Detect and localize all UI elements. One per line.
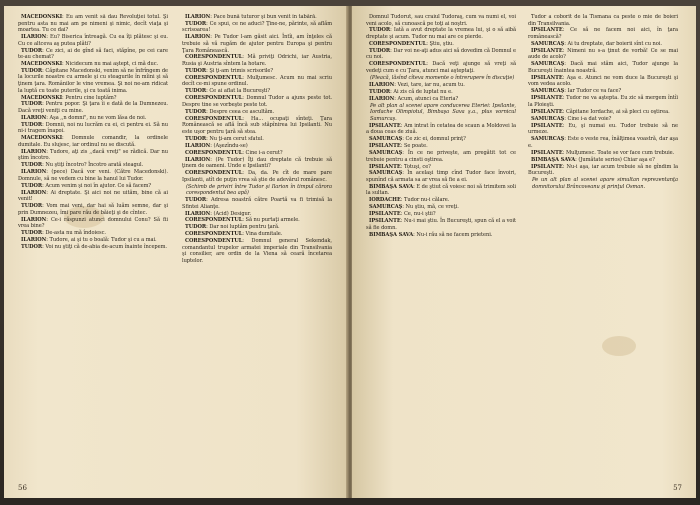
dialogue-text: Nu ţi-am cerut sfatul.: [209, 135, 264, 142]
speaker-name: ILARION: [185, 142, 211, 149]
dialogue-text: Adresa noastră către Poartă va fi trimisă la Sfintei Alianţe.: [182, 197, 332, 210]
dialogue-line: BIMBAŞA SAVA: Nu-i rău să ne facem prieteni.: [369, 231, 493, 238]
dialogue-text: Tudore, ai şi tu o boală: Tudor şi cu a mai.: [49, 237, 157, 244]
dialogue-line: TUDOR: Nu ţi-am cerut sfatul.: [185, 135, 264, 142]
speaker-name: TUDOR: [185, 224, 207, 231]
dialogue-text: Ai zis că de luptat nu e.: [393, 88, 453, 95]
speaker-name: IPSILANTE: [369, 143, 401, 150]
dialogue-line: TUDOR: Nu ştiţi încotro? Încotro arată steagul.: [21, 162, 144, 169]
dialogue-text: Mulţumesc. Acum nu mai scriu decît ce-mi spune ordinul.: [182, 74, 332, 88]
dialogue-line: TUDOR: Dar noi luptăm pentru ţară.: [185, 224, 280, 231]
dialogue-line: ILARION: Acum, atunci ca Eteria?: [369, 95, 459, 102]
dialogue-text: Eu? Biserica întreagă. Cu ea îţi plătesc şi eu. Cu ce altceva aş putea plăti?: [18, 34, 168, 47]
left-page: [4, 6, 348, 498]
dialogue-line: IPSILANTE: Căpitane Iordache, ai să pleci cu oştirea.: [531, 108, 670, 115]
dialogue-text: (Aşezîndu-se): [213, 142, 248, 149]
speaker-name: IPSILANTE: [369, 218, 401, 225]
page-number-left: 56: [18, 484, 27, 492]
speaker-name: CORESPONDENTUL: [185, 170, 243, 177]
dialogue-text: Nimeni nu s-a ţinut de vorbă! Ce se mai aude de acolo?: [528, 47, 678, 61]
dialogue-line: TUDOR: Iată a avut dreptate la vremea lui, şi o să aibă dreptate şi acum. Tudor nu mai are ce pierde.: [366, 27, 516, 41]
speaker-name: CORESPONDENTUL: [185, 149, 243, 156]
dialogue-text: Domnule comandir, la ordinele dumitale. Eu slujesc, iar ordinul nu se discută.: [18, 135, 168, 148]
dialogue-text: Voi nu ştiţi că de-abia de-acum înainte începem.: [45, 244, 167, 251]
dialogue-line: SAMURCAŞ: În ce ne priveşte, am pregătit tot ce trebuie pentru a cinsti oştirea.: [366, 150, 516, 163]
dialogue-text: Şi ţi-am trimis scrisorile?: [209, 67, 274, 74]
dialogue-text: Ai dreptate. Şi aici noi ne uităm, bine că ai venit!: [18, 189, 168, 203]
dialogue-line: ILARION: Tudore, aţi zis ,,dacă vreţi" se rădică. Dar nu ştim încotro.: [18, 148, 168, 162]
speaker-name: ILARION: [185, 156, 211, 163]
speaker-name: IPSILANTE: [531, 108, 563, 115]
dialogue-text: Mă priviţi Odrichi, iar Austria, Rusia şi Austria sîntem la hotare.: [182, 54, 332, 67]
speaker-name: TUDOR: [185, 20, 207, 27]
dialogue-text: De-asta nu mă îndoiesc.: [45, 230, 106, 237]
dialogue-line: IPSILANTE: Nimeni nu s-a ţinut de vorbă! Ce se mai aude de acolo?: [528, 47, 678, 61]
dialogue-line: SAMURCAŞ: Dacă mai stăm aici, Tudor ajunge la Bucureşti înaintea noastră.: [528, 61, 678, 74]
dialogue-line: SAMURCAŞ: Nu ştiu, mă, ce vreţi.: [369, 204, 459, 211]
dialogue-line: CORESPONDENTUL: Cine i-a cerut?: [185, 149, 283, 156]
dialogue-line: TUDOR: De-asta nu mă îndoiesc.: [21, 230, 106, 237]
dialogue-line: CORESPONDENTUL: Vina dumitale.: [185, 231, 283, 238]
speaker-name: BIMBAŞA SAVA: [369, 183, 414, 190]
dialogue-text: Eu am venit să dau Revoluţiei totul. Şi pentru asta nu mai am pe nimeni şi nimic, decît viaţa şi moartea. Tu ce dai?: [18, 14, 168, 34]
dialogue-line: SAMURCAŞ: În acelaşi timp cînd Tudor face învoiri, spunînd că armata sa ar vrea să fie a ei.: [366, 170, 516, 183]
dialogue-text: Aşa e. Atunci ne vom duce la Bucureşti şi vom vedea acolo.: [528, 74, 678, 88]
dialogue-text: Acum venim şi noi în ajutor. Ce să facem?: [45, 182, 152, 189]
dialogue-line: IPSILANTE: Mulţumesc. Toate se vor face cum trebuie.: [531, 149, 675, 156]
dialogue-line: ILARION: Pace bună tuturor şi bun venit în tabără.: [185, 14, 317, 20]
dialogue-text: Pe Tudor l-am găsit aici. Întîi, am înţeles că trebuie să vă rugăm de ajutor pentru Europa şi pentru Ţara Românească.: [182, 34, 332, 54]
dialogue-line: IPSILANTE: Nu-i aşa, iar acum trebuie să ne gîndim la Bucureşti.: [528, 163, 678, 177]
page-number-right: 57: [673, 484, 682, 492]
dialogue-line: TUDOR: Domnii, noi nu lucrăm cu ei, ci pentru ei. Să nu ni-i tragem înapoi.: [18, 121, 168, 135]
dialogue-line: IPSILANTE: Aşa e. Atunci ne vom duce la Bucureşti şi vom vedea acolo.: [528, 74, 678, 88]
dialogue-text: În acelaşi timp cînd Tudor face învoiri, spunînd că armata sa ar vrea să fie a ei.: [366, 170, 516, 183]
dialogue-line: [366, 14, 516, 27]
speaker-name: IPSILANTE: [531, 27, 563, 34]
dialogue-text: Dar noi luptăm pentru ţară.: [209, 224, 280, 231]
speaker-name: TUDOR: [185, 88, 207, 95]
dialogue-text: E de ştiut că voiesc noi să trimitem soli la sultan.: [366, 183, 516, 197]
dialogue-line: CORESPONDENTUL: Mă priviţi Odrichi, iar Austria, Rusia şi Austria sîntem la hotare.: [182, 54, 332, 67]
dialogue-text: Acum, atunci ca Eteria?: [397, 95, 459, 102]
dialogue-line: CORESPONDENTUL: Domnul Tudor a ajuns peste tot. Despre tine se vorbeşte peste tot.: [182, 95, 332, 108]
dialogue-text: În ce ne priveşte, am pregătit tot ce trebuie pentru a cinsti oştirea.: [366, 150, 516, 163]
dialogue-text: Nu ştiu, mă, ce vreţi.: [405, 204, 459, 211]
dialogue-line: [528, 14, 678, 27]
dialogue-line: TUDOR: Ce ai aflat la Bucureşti?: [185, 88, 271, 95]
speaker-name: ILARION: [21, 237, 47, 244]
dialogue-text: Domnul general Sekendak, comandantul trupelor armatei imperiale din Transilvania şi consilier, are ordin de la Viena să ceară încetarea luptelor.: [182, 238, 332, 264]
dialogue-line: SAMURCAŞ: Ai tu dreptate, dar boierii sînt cu noi.: [531, 40, 662, 47]
dialogue-line: CORESPONDENTUL: Da, da. Pe cît de mare pare Ipsilanti, atît de puţin vrea să ştie de adevărul românesc.: [182, 170, 332, 183]
speaker-name: TUDOR: [21, 230, 43, 237]
dialogue-text: Pentru popor. Şi ţara îi e dată de la Dumnezeu. Dacă vreţi veniţi cu mine.: [18, 101, 168, 114]
dialogue-text: Tudor a coborît de la Tismana ca peste o mie de boieri din Transilvania.: [528, 14, 678, 27]
dialogue-line: ILARION: Pe Tudor l-am găsit aici. Întîi, am înţeles că trebuie să vă rugăm de ajutor pentru Europa şi pentru Ţara Românească.: [182, 34, 332, 54]
dialogue-text: (Acid) Desigur.: [213, 210, 252, 217]
dialogue-text: Tudor ne va aştepta. Eu zic să mergem întîi la Ploieşti.: [528, 95, 678, 108]
dialogue-line: TUDOR: Vom mai veni, dar hai să luăm semne, dar şi prin Dumnezeu, îmi pare rău de băieţi şi de cîntec.: [18, 203, 168, 216]
speaker-name: ILARION: [21, 216, 47, 223]
speaker-name: BIMBAŞA SAVA: [531, 156, 576, 163]
dialogue-text: Domnul Tudorut, sau craiul Tudoraş, cum va numi el, voi veni acolo, să cunoască pe toţi ai noştri.: [366, 14, 516, 27]
speaker-name: CORESPONDENTUL: [185, 54, 243, 61]
speaker-name: TUDOR: [21, 67, 43, 74]
speaker-name: SAMURCAŞ: [531, 115, 565, 122]
dialogue-line: IPSILANTE: Ce să ne facem noi aici, în ţara românească?: [528, 27, 678, 41]
dialogue-text: Dacă mai stăm aici, Tudor ajunge la Bucureşti înaintea noastră.: [528, 61, 678, 74]
dialogue-text: Da, da. Pe cît de mare pare Ipsilanti, atît de puţin vrea să ştie de adevărul românesc.: [182, 170, 332, 183]
dialogue-line: TUDOR: Căpitane Macedonski, venim să ne înfrîngem de la locurile noastre cu armele şi cu steagurile în mîini şi să ţinem ţara. Românilor le vine vremea. Şi noi ne-am ridicat la luptă cu toate puterile, şi cu toată inima.: [18, 67, 168, 94]
stage-direction: (Pleacă, lăsînd cîteva momente o întrerupere în discuţie): [370, 74, 515, 81]
dialogue-text: Despre ceea ce ascultăm.: [209, 108, 275, 115]
dialogue-line: SAMURCAŞ: Ce zic ei, domnul prinţ?: [369, 136, 466, 143]
speaker-name: ILARION: [21, 34, 47, 41]
dialogue-line: TUDOR: Voi nu ştiţi că de-abia de-acum înainte începem.: [21, 244, 167, 251]
dialogue-line: IPSILANTE: Nu-i mai ştiu. În Bucureşti, spun că el a voit să fie domn.: [366, 218, 516, 231]
speaker-name: MACEDONSKI: [21, 14, 63, 20]
dialogue-text: Eu, şi numai eu. Tudor trebuie să ne urmeze.: [528, 122, 678, 136]
speaker-name: TUDOR: [369, 88, 391, 95]
dialogue-line: CORESPONDENTUL: Să nu purtaţi armele.: [185, 217, 300, 224]
speaker-name: IORDACHE: [369, 197, 401, 204]
dialogue-text: Ce zici, ai de gînd să faci, stăpîne, pe cei care te-au chemat?: [18, 47, 168, 61]
speaker-name: CORESPONDENTUL: [185, 217, 243, 224]
dialogue-text: Ce-i răspunzi atunci domnului Conu? Să fii vrea bine?: [18, 216, 168, 230]
dialogue-line: MACEDONSKI: Domnule comandir, la ordinele dumitale. Eu slujesc, iar ordinul nu se discută.: [18, 135, 168, 148]
speaker-name: MACEDONSKI: [21, 61, 63, 67]
dialogue-text: (pece) Dacă vor veni. (Către Macedonski). Domnule, să ne vedem cu bine la hanul lui Tudor.: [18, 169, 168, 182]
dialogue-line: TUDOR: Adresa noastră către Poartă va fi trimisă la Sfintei Alianţe.: [182, 197, 332, 210]
speaker-name: CORESPONDENTUL: [185, 95, 243, 102]
speaker-name: ILARION: [369, 81, 395, 88]
dialogue-line: ILARION: Ce-i răspunzi atunci domnului Conu? Să fii vrea bine?: [18, 216, 168, 230]
dialogue-text: Iar Tudor ce va face?: [567, 88, 622, 95]
dialogue-text: Vezi, tare, iar nu, acum tu.: [397, 81, 465, 88]
speaker-name: CORESPONDENTUL: [185, 231, 243, 238]
dialogue-line: TUDOR: Ai zis că de luptat nu e.: [369, 88, 453, 95]
dialogue-line: MACEDONSKI: Eu am venit să dau Revoluţiei totul. Şi pentru asta nu mai am pe nimeni şi nimic, decît viaţa şi moartea. Tu ce dai?: [18, 14, 168, 34]
speaker-name: TUDOR: [185, 108, 207, 115]
dialogue-text: Nu-i mai ştiu. În Bucureşti, spun că el a voit să fie domn.: [366, 218, 516, 231]
left-column-2: [182, 14, 332, 484]
dialogue-text: Este o veste rea, înălţimea voastră, dar aşa e.: [528, 136, 678, 149]
dialogue-text: Tudor nu-i călare.: [404, 197, 450, 204]
dialogue-text: Căpitane Iordache, ai să pleci cu oştirea.: [565, 108, 670, 115]
dialogue-text: Se poate.: [403, 143, 428, 150]
speaker-name: TUDOR: [369, 27, 391, 34]
speaker-name: TUDOR: [21, 101, 43, 108]
dialogue-line: IORDACHE: Tudor nu-i călare.: [369, 197, 450, 204]
dialogue-line: ILARION: (pece) Dacă vor veni. (Către Macedonski). Domnule, să ne vedem cu bine la hanul lui Tudor.: [18, 169, 168, 182]
speaker-name: MACEDONSKI: [21, 135, 63, 142]
right-column-2: [528, 14, 678, 484]
dialogue-line: MACEDONSKI: Pentru cine luptăm?: [21, 94, 117, 101]
dialogue-line: ILARION: Tudore, ai şi tu o boală: Tudor şi cu a mai.: [21, 237, 157, 244]
dialogue-text: Nu-i rău să ne facem prieteni.: [416, 231, 493, 238]
dialogue-text: Ce să ne facem noi aici, în ţara românească?: [528, 27, 678, 41]
speaker-name: CORESPONDENTUL: [369, 61, 427, 68]
speaker-name: ILARION: [21, 189, 47, 196]
dialogue-line: ILARION: Vezi, tare, iar nu, acum tu.: [369, 81, 465, 88]
dialogue-line: MACEDONSKI: Nicidecum nu mai aştept, ci mă duc.: [21, 61, 159, 67]
speaker-name: ILARION: [21, 114, 47, 121]
speaker-name: IPSILANTE: [531, 74, 563, 81]
dialogue-line: CORESPONDENTUL: Mulţumesc. Acum nu mai scriu decît ce-mi spune ordinul.: [182, 74, 332, 88]
dialogue-text: Ce spui, ce ne aduci? Ţine-ne, părinte, să aflăm scrisoarea!: [182, 20, 332, 34]
dialogue-line: ILARION: (Acid) Desigur.: [185, 210, 252, 217]
dialogue-line: ILARION: Ai dreptate. Şi aici noi ne uităm, bine că ai venit!: [18, 189, 168, 203]
dialogue-line: IPSILANTE: Am intrat în cetatea de scaun a Moldovei la a doua ceas de ziuă.: [366, 122, 516, 136]
dialogue-line: CORESPONDENTUL: Ha... ocupaţi sînteţi. Ţara Românească se află încă sub stăpînirea lui Ipsilanti. Nu este uşor pentru ţară să stea.: [182, 115, 332, 135]
dialogue-line: ILARION: Aşa ,,n domni", nu ne vom lăsa de noi.: [21, 114, 147, 121]
dialogue-text: Ce ai aflat la Bucureşti?: [209, 88, 271, 95]
speaker-name: TUDOR: [21, 182, 43, 189]
speaker-name: ILARION: [21, 169, 47, 176]
stage-direction: Pe alt plan al scenei apare conducerea Eteriei: Ipsilante, Iordache Olimpiotul, Bimbaşa Sava ş.a., plus vornicul Samurcaş.: [370, 102, 516, 122]
speaker-name: IPSILANTE: [369, 122, 401, 129]
speaker-name: IPSILANTE: [531, 122, 563, 129]
dialogue-line: CORESPONDENTUL: Ştiu, ştiu.: [369, 40, 454, 47]
dialogue-text: Am intrat în cetatea de scaun a Moldovei la a doua ceas de ziuă.: [366, 122, 516, 136]
dialogue-text: Aşa ,,n domni", nu ne vom lăsa de noi.: [49, 114, 147, 121]
dialogue-line: SAMURCAŞ: Este o veste rea, înălţimea voastră, dar aşa e.: [528, 136, 678, 149]
speaker-name: ILARION: [369, 95, 395, 102]
dialogue-text: Mulţumesc. Toate se vor face cum trebuie.: [565, 149, 675, 156]
speaker-name: ILARION: [21, 148, 47, 155]
speaker-name: SAMURCAŞ: [531, 40, 565, 47]
speaker-name: SAMURCAŞ: [369, 150, 403, 157]
speaker-name: TUDOR: [21, 244, 43, 251]
dialogue-text: Vina dumitale.: [245, 231, 283, 238]
dialogue-text: Pace bună tuturor şi bun venit în tabără.: [213, 14, 317, 20]
dialogue-line: SAMURCAŞ: Iar Tudor ce va face?: [531, 88, 622, 95]
dialogue-text: Dar voi ne-aţi adus aici să dovedim că Domnul e cu noi.: [366, 47, 516, 61]
dialogue-line: IPSILANTE: Totuşi, ce?: [369, 163, 431, 170]
speaker-name: ILARION: [185, 14, 211, 20]
stage-direction: (Schimb de priviri între Tudor şi Ilarion în timpul cărora corespondentul bea apă): [186, 183, 332, 197]
dialogue-line: ILARION: Eu? Biserica întreagă. Cu ea îţi plătesc şi eu. Cu ce altceva aş putea plăti?: [18, 34, 168, 47]
dialogue-text: Dacă veţi ajunge să vreţi să vedeţi cum e cu Ţara, atunci mai aşteptaţi.: [366, 61, 516, 74]
speaker-name: TUDOR: [21, 162, 43, 169]
speaker-name: TUDOR: [21, 47, 43, 54]
dialogue-text: Nu ştiţi încotro? Încotro arată steagul.: [45, 162, 144, 169]
speaker-name: ILARION: [185, 210, 211, 217]
dialogue-text: Cine i-a cerut?: [245, 149, 283, 156]
dialogue-line: BIMBAŞA SAVA: E de ştiut că voiesc noi să trimitem soli la sultan.: [366, 183, 516, 197]
speaker-name: SAMURCAŞ: [369, 170, 403, 177]
speaker-name: IPSILANTE: [531, 163, 563, 170]
dialogue-line: CORESPONDENTUL: Domnul general Sekendak, comandantul trupelor armatei imperiale din Transilvania şi consilier, are ordin de la Viena să ceară încetarea luptelor.: [182, 238, 332, 264]
dialogue-text: Pentru cine luptăm?: [65, 94, 117, 101]
speaker-name: IPSILANTE: [531, 47, 563, 54]
dialogue-text: (Pe Tudor) Îţi dau dreptate că trebuie să ţinem de oameni. Unde e Ipsilanti?: [182, 156, 332, 170]
speaker-name: TUDOR: [21, 121, 43, 128]
dialogue-text: Nu-i aşa, iar acum trebuie să ne gîndim la Bucureşti.: [528, 163, 678, 177]
dialogue-text: Ha... ocupaţi sînteţi. Ţara Românească se află încă sub stăpînirea lui Ipsilanti. Nu este uşor pentru ţară să stea.: [182, 115, 332, 135]
dialogue-text: Totuşi, ce?: [403, 163, 431, 170]
speaker-name: IPSILANTE: [369, 211, 401, 218]
dialogue-line: IPSILANTE: Ce, nu-i ştii?: [369, 211, 436, 218]
speaker-name: TUDOR: [185, 197, 207, 204]
speaker-name: MACEDONSKI: [21, 94, 63, 101]
dialogue-line: IPSILANTE: Eu, şi numai eu. Tudor trebuie să ne urmeze.: [528, 122, 678, 136]
dialogue-text: Cine i-a dat voie?: [567, 115, 612, 122]
dialogue-text: Ce, nu-i ştii?: [403, 211, 436, 218]
speaker-name: TUDOR: [369, 47, 391, 54]
dialogue-text: Ştiu, ştiu.: [429, 40, 454, 47]
left-column-1: [18, 14, 168, 484]
dialogue-text: Vom mai veni, dar hai să luăm semne, dar şi prin Dumnezeu, îmi pare rău de băieţi şi de cîntec.: [18, 203, 168, 216]
speaker-name: ILARION: [185, 34, 211, 41]
speaker-name: TUDOR: [185, 67, 207, 74]
dialogue-line: BIMBAŞA SAVA: (Jumătate serios) Chiar aşa e?: [531, 156, 655, 163]
dialogue-line: TUDOR: Şi ţi-am trimis scrisorile?: [185, 67, 274, 74]
dialogue-line: IPSILANTE: Tudor ne va aştepta. Eu zic să mergem întîi la Ploieşti.: [528, 95, 678, 108]
speaker-name: TUDOR: [21, 203, 43, 210]
dialogue-line: SAMURCAŞ: Cine i-a dat voie?: [531, 115, 612, 122]
dialogue-text: Să nu purtaţi armele.: [245, 217, 300, 224]
speaker-name: TUDOR: [185, 135, 207, 142]
dialogue-text: Domnii, noi nu lucrăm cu ei, ci pentru ei. Să nu ni-i tragem înapoi.: [18, 121, 168, 135]
dialogue-text: Ce zic ei, domnul prinţ?: [405, 136, 466, 143]
dialogue-line: TUDOR: Dar voi ne-aţi adus aici să dovedim că Domnul e cu noi.: [366, 47, 516, 61]
speaker-name: SAMURCAŞ: [531, 136, 565, 143]
dialogue-text: Tudore, aţi zis ,,dacă vreţi" se rădică. Dar nu ştim încotro.: [18, 148, 168, 162]
dialogue-line: TUDOR: Ce spui, ce ne aduci? Ţine-ne, părinte, să aflăm scrisoarea!: [182, 20, 332, 34]
dialogue-text: (Jumătate serios) Chiar aşa e?: [578, 156, 655, 163]
speaker-name: IPSILANTE: [369, 163, 401, 170]
stage-direction: Pe un alt plan al scenei apare simultan reprezentanţa domnitorului Brâncoveanu şi prinţul Osman.: [532, 176, 678, 190]
right-page: [352, 6, 696, 498]
speaker-name: CORESPONDENTUL: [185, 238, 243, 245]
speaker-name: BIMBAŞA SAVA: [369, 231, 414, 238]
speaker-name: SAMURCAŞ: [369, 204, 403, 211]
dialogue-line: IPSILANTE: Se poate.: [369, 143, 428, 150]
dialogue-text: Iată a avut dreptate la vremea lui, şi o să aibă dreptate şi acum. Tudor nu mai are ce pierde.: [366, 27, 516, 41]
dialogue-line: TUDOR: Acum venim şi noi în ajutor. Ce să facem?: [21, 182, 152, 189]
speaker-name: SAMURCAŞ: [531, 88, 565, 95]
dialogue-line: TUDOR: Pentru popor. Şi ţara îi e dată de la Dumnezeu. Dacă vreţi veniţi cu mine.: [18, 101, 168, 114]
speaker-name: CORESPONDENTUL: [369, 40, 427, 47]
dialogue-line: ILARION: (Aşezîndu-se): [185, 142, 248, 149]
dialogue-text: Nicidecum nu mai aştept, ci mă duc.: [65, 61, 159, 67]
speaker-name: IPSILANTE: [531, 95, 563, 102]
speaker-name: CORESPONDENTUL: [185, 115, 243, 122]
speaker-name: SAMURCAŞ: [369, 136, 403, 143]
dialogue-line: CORESPONDENTUL: Dacă veţi ajunge să vreţi să vedeţi cum e cu Ţara, atunci mai aşteptaţi.: [366, 61, 516, 74]
dialogue-line: TUDOR: Despre ceea ce ascultăm.: [185, 108, 275, 115]
dialogue-line: TUDOR: Ce zici, ai de gînd să faci, stăpîne, pe cei care te-au chemat?: [18, 47, 168, 61]
speaker-name: IPSILANTE: [531, 149, 563, 156]
dialogue-line: ILARION: (Pe Tudor) Îţi dau dreptate că trebuie să ţinem de oameni. Unde e Ipsilanti?: [182, 156, 332, 170]
dialogue-text: Domnul Tudor a ajuns peste tot. Despre tine se vorbeşte peste tot.: [182, 95, 332, 108]
speaker-name: CORESPONDENTUL: [185, 74, 243, 81]
speaker-name: SAMURCAŞ: [531, 61, 565, 68]
right-column-1: [366, 14, 516, 484]
dialogue-text: Căpitane Macedonski, venim să ne înfrîngem de la locurile noastre cu armele şi cu steagurile în mîini şi să ţinem ţara. Românilor le vine vremea. Şi noi ne-am ridicat la luptă cu toate puterile, şi cu toată inima.: [18, 67, 168, 94]
dialogue-text: Ai tu dreptate, dar boierii sînt cu noi.: [567, 40, 662, 47]
